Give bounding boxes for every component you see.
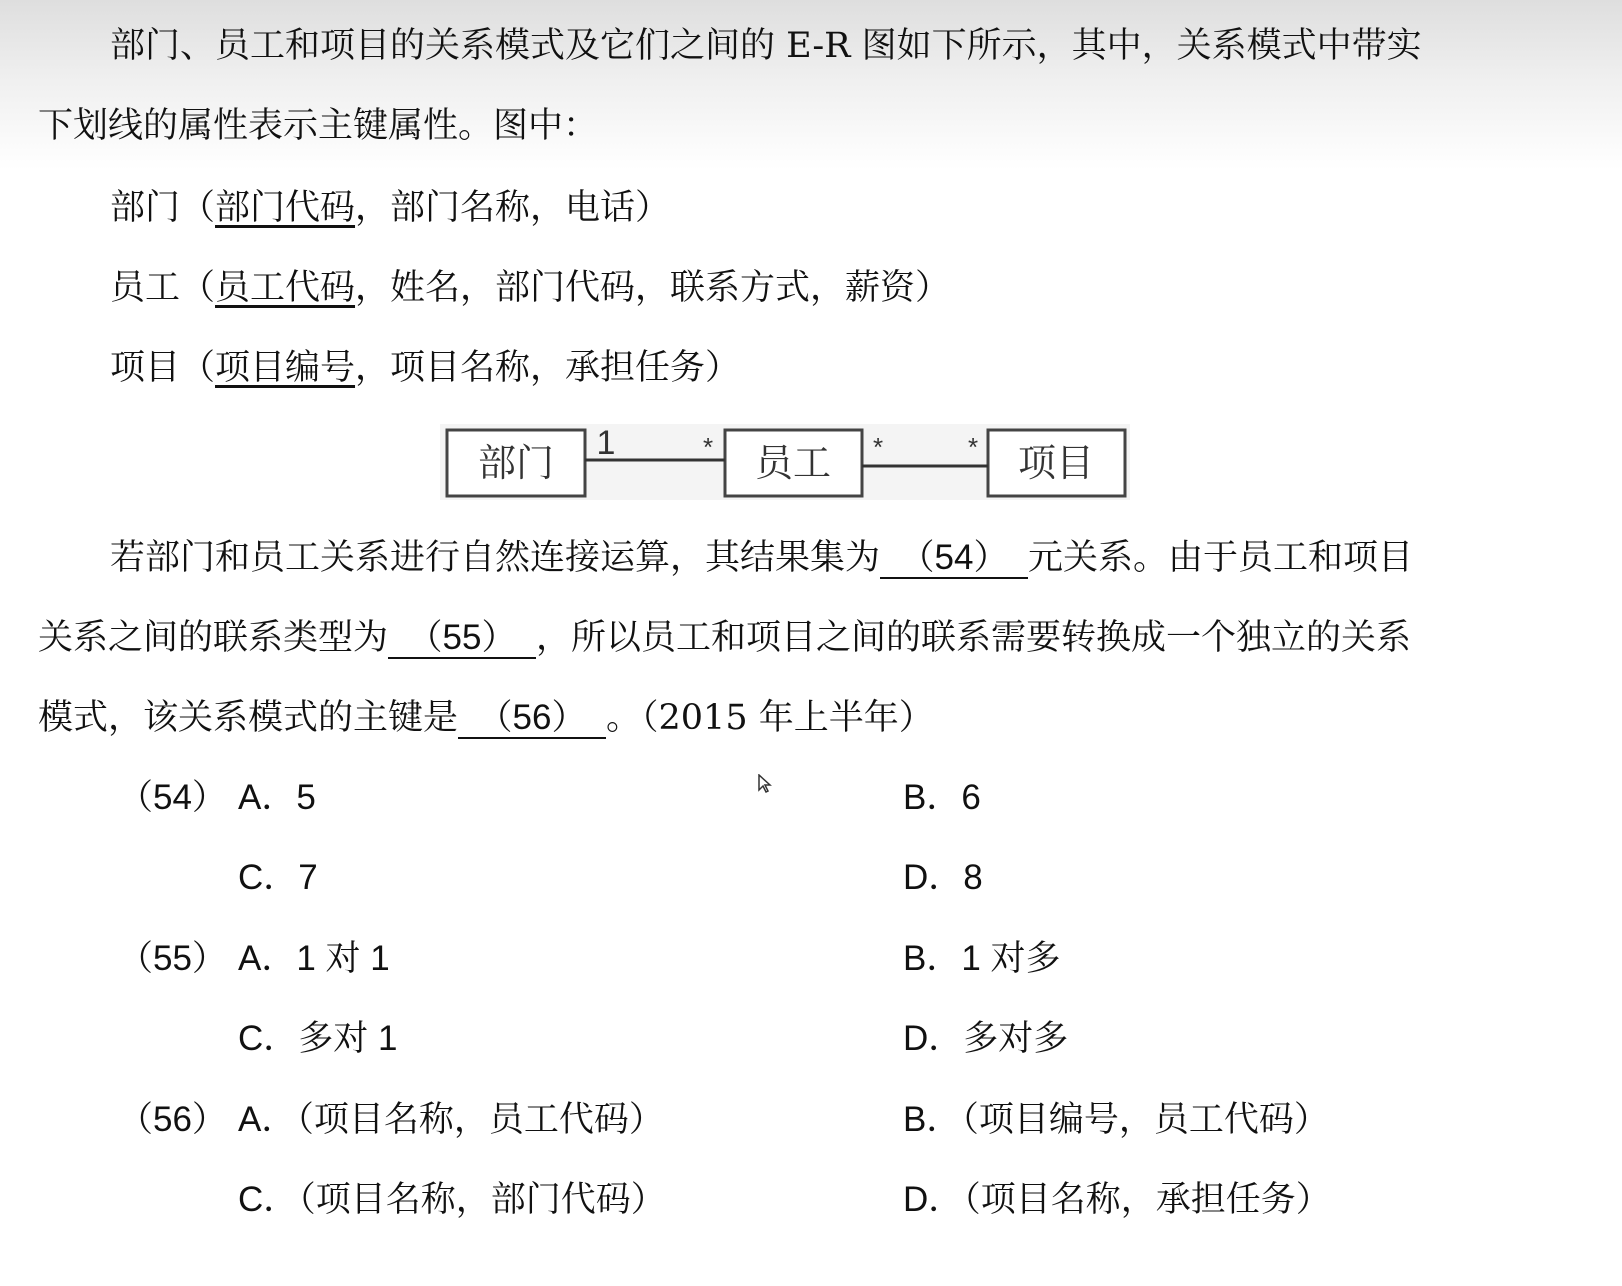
primary-key: 项目编号: [215, 348, 356, 388]
question-number-54: （54）: [118, 778, 227, 817]
primary-key: 员工代码: [215, 268, 356, 308]
option-55-b[interactable]: B．1 对多: [903, 939, 1061, 978]
option-56-c[interactable]: C．（项目名称，部门代码）: [238, 1180, 666, 1219]
question-text: ，所以员工和项目之间的联系需要转换成一个独立的关系: [536, 618, 1412, 658]
question-text: 模式，该关系模式的主键是: [38, 698, 459, 738]
blank-54: （54）: [880, 539, 1028, 579]
cardinality-emp-side: *: [702, 432, 714, 462]
schema-attributes: ，部门名称，电话）: [355, 188, 671, 228]
schema-project: [110, 346, 740, 390]
option-56-a[interactable]: A．（项目名称，员工代码）: [238, 1100, 664, 1139]
entity-project-label: 项目: [1017, 441, 1095, 485]
schema-name: 员工（: [110, 268, 216, 308]
entity-department-label: 部门: [477, 441, 555, 485]
question-text: 关系之间的联系类型为: [38, 618, 389, 658]
mouse-cursor-icon: [757, 774, 773, 794]
cardinality-proj-side: *: [967, 432, 979, 462]
er-diagram: [440, 420, 1180, 520]
blank-55: （55）: [388, 619, 536, 659]
question-line-2: [38, 616, 1411, 660]
schema-employee: [110, 266, 950, 310]
option-54-d[interactable]: D．8: [903, 858, 983, 897]
schema-attributes: ，姓名，部门代码，联系方式，薪资）: [355, 268, 951, 308]
option-54-a[interactable]: A．5: [238, 778, 316, 817]
entity-employee-label: 员工: [754, 441, 832, 485]
cardinality-emp-proj-side: *: [872, 432, 884, 462]
option-55-a[interactable]: A．1 对 1: [238, 939, 390, 978]
question-text: 。（2015 年上半年）: [606, 698, 934, 738]
question-number-56: （56）: [118, 1100, 227, 1139]
schema-department: [110, 186, 670, 230]
intro-line-1: 部门、员工和项目的关系模式及它们之间的 E-R 图如下所示，其中，关系模式中带实: [110, 26, 1422, 66]
schema-attributes: ，项目名称，承担任务）: [355, 348, 741, 388]
option-56-d[interactable]: D．（项目名称，承担任务）: [903, 1180, 1331, 1219]
option-55-d[interactable]: D．多对多: [903, 1019, 1069, 1058]
schema-name: 项目（: [110, 348, 216, 388]
cardinality-dept-side: 1: [596, 424, 616, 462]
blank-56: （56）: [458, 699, 606, 739]
option-54-b[interactable]: B．6: [903, 778, 981, 817]
question-line-3: [38, 696, 934, 740]
option-54-c[interactable]: C．7: [238, 858, 318, 897]
intro-line-2: 下划线的属性表示主键属性。图中：: [38, 106, 599, 146]
option-55-c[interactable]: C．多对 1: [238, 1019, 398, 1058]
question-text: 元关系。由于员工和项目: [1028, 538, 1414, 578]
question-text: 若部门和员工关系进行自然连接运算，其结果集为: [110, 538, 881, 578]
schema-name: 部门（: [110, 188, 216, 228]
primary-key: 部门代码: [215, 188, 356, 228]
question-line-1: [110, 536, 1413, 580]
question-number-55: （55）: [118, 939, 227, 978]
option-56-b[interactable]: B．（项目编号，员工代码）: [903, 1100, 1329, 1139]
